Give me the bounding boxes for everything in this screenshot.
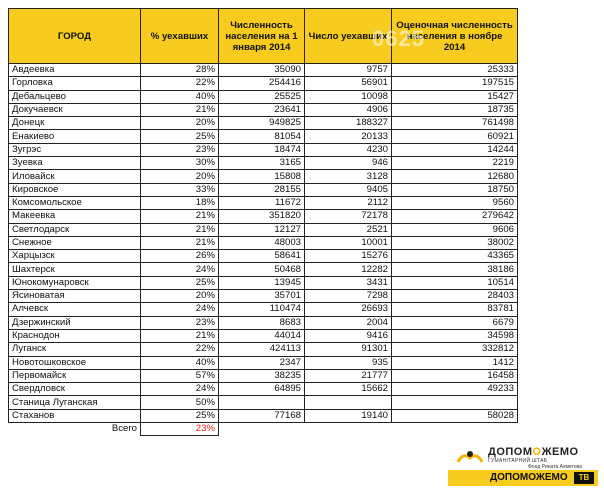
table-row — [9, 90, 518, 103]
percent-cell: 21% — [141, 329, 219, 342]
city-cell: Светлодарск — [9, 223, 141, 236]
estimate-cell: 18750 — [392, 183, 518, 196]
population-cell: 50468 — [219, 263, 305, 276]
watermark: 0625 — [372, 26, 425, 51]
table-row — [9, 170, 518, 183]
percent-cell: 21% — [141, 236, 219, 249]
estimate-cell: 332812 — [392, 343, 518, 356]
city-cell: Иловайск — [9, 170, 141, 183]
population-cell — [219, 396, 305, 409]
percent-cell: 21% — [141, 210, 219, 223]
estimate-cell: 18735 — [392, 103, 518, 116]
population-cell: 18474 — [219, 143, 305, 156]
header-city: ГОРОД — [9, 9, 141, 64]
estimate-cell: 38186 — [392, 263, 518, 276]
percent-cell: 24% — [141, 383, 219, 396]
header-percent-left: % уехавших — [141, 9, 219, 64]
city-cell: Харцызск — [9, 250, 141, 263]
city-cell: Новотошковское — [9, 356, 141, 369]
city-cell: Макеевка — [9, 210, 141, 223]
table-row — [9, 157, 518, 170]
city-cell: Комсомольское — [9, 196, 141, 209]
table-row — [9, 369, 518, 382]
percent-cell: 25% — [141, 276, 219, 289]
percent-cell: 30% — [141, 157, 219, 170]
table-row — [9, 210, 518, 223]
city-cell: Станица Луганская — [9, 396, 141, 409]
left-cell — [305, 396, 392, 409]
population-cell: 949825 — [219, 117, 305, 130]
city-cell: Горловка — [9, 77, 141, 90]
percent-cell: 22% — [141, 343, 219, 356]
population-table — [8, 8, 518, 436]
total-label: Всего — [111, 423, 137, 435]
table-row — [9, 223, 518, 236]
table-row — [9, 263, 518, 276]
city-cell: Зугрэс — [9, 143, 141, 156]
estimate-cell: 12680 — [392, 170, 518, 183]
city-cell: Краснодон — [9, 329, 141, 342]
left-cell: 10001 — [305, 236, 392, 249]
left-cell: 4230 — [305, 143, 392, 156]
population-cell: 35701 — [219, 290, 305, 303]
left-cell: 26693 — [305, 303, 392, 316]
estimate-cell: 6679 — [392, 316, 518, 329]
table-row — [9, 250, 518, 263]
population-cell: 38235 — [219, 369, 305, 382]
header-estimated-nov: Оценочная численность населения в ноябре 2014 — [392, 9, 518, 64]
table-row — [9, 77, 518, 90]
estimate-cell: 58028 — [392, 409, 518, 422]
percent-cell: 18% — [141, 196, 219, 209]
population-cell: 110474 — [219, 303, 305, 316]
city-cell: Дебальцево — [9, 90, 141, 103]
city-cell: Юнокомунаровск — [9, 276, 141, 289]
left-cell: 72178 — [305, 210, 392, 223]
population-cell: 23641 — [219, 103, 305, 116]
dopomozhemo-logo — [448, 446, 598, 488]
table-row — [9, 130, 518, 143]
percent-cell: 20% — [141, 290, 219, 303]
population-cell: 13945 — [219, 276, 305, 289]
city-cell: Ясиноватая — [9, 290, 141, 303]
table-header-row — [9, 9, 518, 64]
city-cell: Зуевка — [9, 157, 141, 170]
left-cell: 946 — [305, 157, 392, 170]
blank-cell — [392, 423, 518, 436]
percent-cell: 50% — [141, 396, 219, 409]
table-row — [9, 143, 518, 156]
total-percent: 23% — [141, 423, 219, 436]
percent-cell: 33% — [141, 183, 219, 196]
percent-cell: 40% — [141, 356, 219, 369]
percent-cell: 57% — [141, 369, 219, 382]
city-cell: Донецк — [9, 117, 141, 130]
percent-cell: 22% — [141, 77, 219, 90]
percent-cell: 21% — [141, 103, 219, 116]
left-cell: 12282 — [305, 263, 392, 276]
table-row — [9, 303, 518, 316]
percent-cell: 23% — [141, 316, 219, 329]
estimate-cell: 14244 — [392, 143, 518, 156]
city-cell: Кировское — [9, 183, 141, 196]
table-body — [9, 64, 518, 436]
estimate-cell — [392, 396, 518, 409]
logo-tv-text: ДОПОМОЖЕМО — [490, 472, 568, 483]
left-cell: 15662 — [305, 383, 392, 396]
table-row — [9, 316, 518, 329]
table-row — [9, 396, 518, 409]
left-cell: 56901 — [305, 77, 392, 90]
total-row — [9, 423, 518, 436]
city-cell: Авдеевка — [9, 64, 141, 77]
header-number-left: Число уехавших — [305, 9, 392, 64]
left-cell: 3128 — [305, 170, 392, 183]
percent-cell: 25% — [141, 130, 219, 143]
table-row — [9, 356, 518, 369]
left-cell: 2004 — [305, 316, 392, 329]
city-cell: Первомайск — [9, 369, 141, 382]
left-cell: 3431 — [305, 276, 392, 289]
estimate-cell: 2219 — [392, 157, 518, 170]
table-row — [9, 196, 518, 209]
estimate-cell: 34598 — [392, 329, 518, 342]
logo-brand: ДОПОМOЖЕМО — [488, 446, 579, 458]
logo-fund: Фонд Рината Ахметова — [528, 464, 582, 470]
left-cell: 91301 — [305, 343, 392, 356]
percent-cell: 24% — [141, 263, 219, 276]
logo-tv-badge: ТВ — [574, 472, 594, 484]
percent-cell: 25% — [141, 409, 219, 422]
table-row — [9, 117, 518, 130]
population-cell: 8683 — [219, 316, 305, 329]
percent-cell: 26% — [141, 250, 219, 263]
population-cell: 11672 — [219, 196, 305, 209]
table-row — [9, 343, 518, 356]
estimate-cell: 761498 — [392, 117, 518, 130]
left-cell: 10098 — [305, 90, 392, 103]
population-cell: 28155 — [219, 183, 305, 196]
blank-cell — [219, 423, 305, 436]
population-cell: 48003 — [219, 236, 305, 249]
estimate-cell: 16458 — [392, 369, 518, 382]
estimate-cell: 10514 — [392, 276, 518, 289]
estimate-cell: 43365 — [392, 250, 518, 263]
left-cell: 7298 — [305, 290, 392, 303]
population-cell: 3165 — [219, 157, 305, 170]
percent-cell: 24% — [141, 303, 219, 316]
estimate-cell: 49233 — [392, 383, 518, 396]
percent-cell: 20% — [141, 170, 219, 183]
population-cell: 254416 — [219, 77, 305, 90]
left-cell: 2112 — [305, 196, 392, 209]
estimate-cell: 197515 — [392, 77, 518, 90]
estimate-cell: 60921 — [392, 130, 518, 143]
city-cell: Дзержинский — [9, 316, 141, 329]
left-cell: 9405 — [305, 183, 392, 196]
left-cell: 9416 — [305, 329, 392, 342]
estimate-cell: 38002 — [392, 236, 518, 249]
estimate-cell: 9560 — [392, 196, 518, 209]
estimate-cell: 1412 — [392, 356, 518, 369]
left-cell: 19140 — [305, 409, 392, 422]
logo-tagline: ГУМАНІТАРНИЙ ШТАБ — [488, 458, 548, 464]
population-cell: 351820 — [219, 210, 305, 223]
city-cell: Стаханов — [9, 409, 141, 422]
header-population-jan: Численность населения на 1 января 2014 — [219, 9, 305, 64]
left-cell: 935 — [305, 356, 392, 369]
table-row — [9, 183, 518, 196]
table-row — [9, 236, 518, 249]
left-cell: 188327 — [305, 117, 392, 130]
estimate-cell: 25333 — [392, 64, 518, 77]
left-cell: 4906 — [305, 103, 392, 116]
blank-cell — [305, 423, 392, 436]
left-cell: 2521 — [305, 223, 392, 236]
population-cell: 424113 — [219, 343, 305, 356]
table-row — [9, 329, 518, 342]
population-cell: 35090 — [219, 64, 305, 77]
city-cell: Свердловск — [9, 383, 141, 396]
population-cell: 64895 — [219, 383, 305, 396]
percent-cell: 40% — [141, 90, 219, 103]
table-row — [9, 276, 518, 289]
city-cell: Снежное — [9, 236, 141, 249]
population-cell: 25525 — [219, 90, 305, 103]
percent-cell: 23% — [141, 143, 219, 156]
estimate-cell: 9606 — [392, 223, 518, 236]
left-cell: 9757 — [305, 64, 392, 77]
percent-cell: 28% — [141, 64, 219, 77]
city-cell: Шахтерск — [9, 263, 141, 276]
population-cell: 81054 — [219, 130, 305, 143]
city-cell: Алчевск — [9, 303, 141, 316]
logo-tv-bar — [448, 470, 598, 486]
table-row — [9, 290, 518, 303]
percent-cell: 21% — [141, 223, 219, 236]
population-cell: 77168 — [219, 409, 305, 422]
city-cell: Луганск — [9, 343, 141, 356]
population-cell: 12127 — [219, 223, 305, 236]
population-cell: 2347 — [219, 356, 305, 369]
estimate-cell: 15427 — [392, 90, 518, 103]
city-cell: Докучаевск — [9, 103, 141, 116]
hands-emblem-icon — [456, 448, 484, 468]
population-cell: 15808 — [219, 170, 305, 183]
estimate-cell: 28403 — [392, 290, 518, 303]
table-row — [9, 64, 518, 77]
percent-cell: 20% — [141, 117, 219, 130]
estimate-cell: 83781 — [392, 303, 518, 316]
table-row — [9, 409, 518, 422]
estimate-cell: 279642 — [392, 210, 518, 223]
table-row — [9, 383, 518, 396]
city-cell: Енакиево — [9, 130, 141, 143]
population-cell: 58641 — [219, 250, 305, 263]
left-cell: 20133 — [305, 130, 392, 143]
left-cell: 15276 — [305, 250, 392, 263]
table-row — [9, 103, 518, 116]
population-cell: 44014 — [219, 329, 305, 342]
left-cell: 21777 — [305, 369, 392, 382]
